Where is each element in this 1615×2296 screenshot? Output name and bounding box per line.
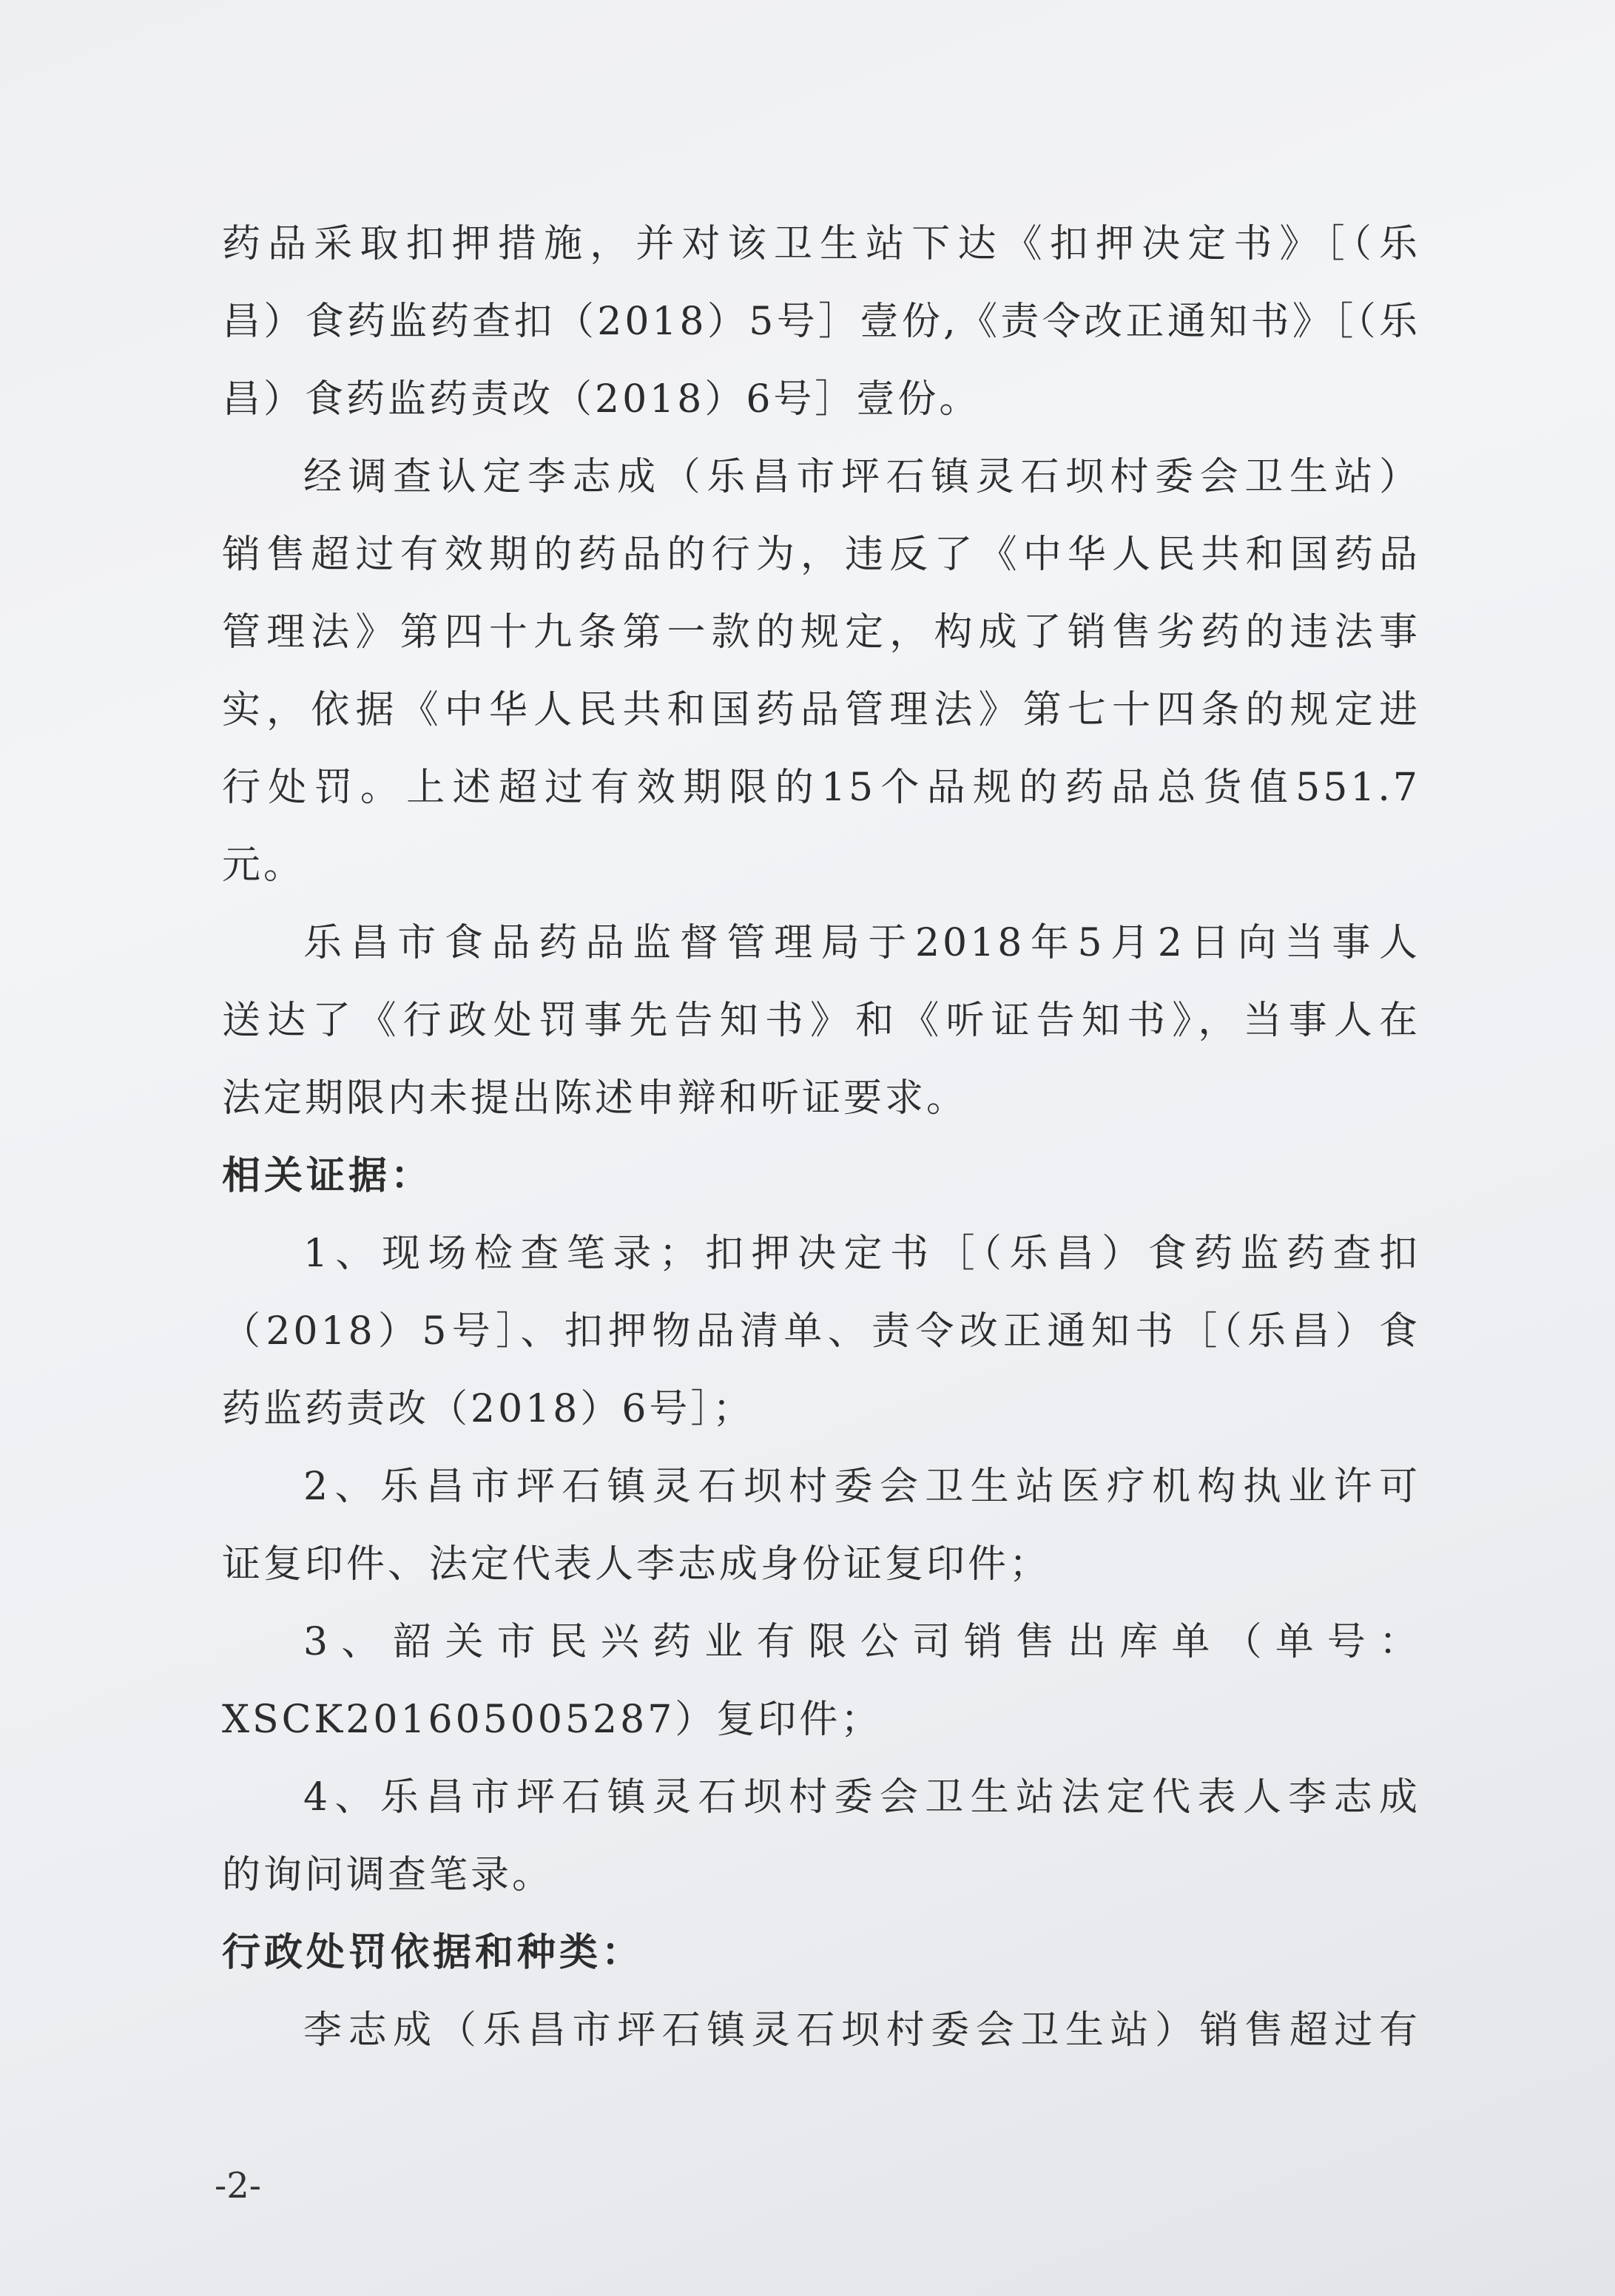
- section-heading-penalty-basis: 行政处罚依据和种类：: [222, 1931, 644, 1975]
- body-line: 证复印件、法定代表人李志成身份证复印件；: [222, 1542, 1051, 1587]
- body-line: 行处罚。上述超过有效期限的15个品规的药品总货值551.7: [222, 766, 1420, 810]
- evidence-item-2: 2、乐昌市坪石镇灵石坝村委会卫生站医疗机构执业许可: [303, 1465, 1420, 1509]
- body-line: 昌）食药监药查扣（2018）5号］壹份,《责令改正通知书》［（乐: [222, 300, 1420, 344]
- paragraph-start-line: 李志成（乐昌市坪石镇灵石坝村委会卫生站）销售超过有: [303, 2008, 1420, 2053]
- evidence-item-1: 1、现场检查笔录；扣押决定书［（乐昌）食药监药查扣: [303, 1232, 1420, 1276]
- paragraph-start-line: 乐昌市食品药品监督管理局于2018年5月2日向当事人: [303, 921, 1420, 965]
- body-line: 药品采取扣押措施，并对该卫生站下达《扣押决定书》［（乐: [222, 222, 1420, 266]
- body-line: 法定期限内未提出陈述申辩和听证要求。: [222, 1076, 968, 1121]
- section-heading-evidence: 相关证据：: [222, 1154, 434, 1198]
- body-line: （2018）5号］、扣押物品清单、责令改正通知书［（乐昌）食: [222, 1309, 1420, 1354]
- body-line: 昌）食药监药责改（2018）6号］壹份。: [222, 377, 981, 422]
- body-line: 的询问调查笔录。: [222, 1853, 554, 1897]
- body-line: 送达了《行政处罚事先告知书》和《听证告知书》，当事人在: [222, 999, 1420, 1043]
- evidence-item-3: 3、韶关市民兴药业有限公司销售出库单（单号：: [303, 1620, 1420, 1664]
- body-line: 实，依据《中华人民共和国药品管理法》第七十四条的规定进: [222, 688, 1420, 732]
- body-line: 元。: [222, 843, 306, 888]
- body-line: 药监药责改（2018）6号］；: [222, 1387, 755, 1431]
- body-line: XSCK201605005287）复印件；: [222, 1698, 883, 1742]
- body-line: 销售超过有效期的药品的行为，违反了《中华人民共和国药品: [222, 533, 1420, 577]
- body-line: 管理法》第四十九条第一款的规定，构成了销售劣药的违法事: [222, 610, 1420, 655]
- page-number: -2-: [215, 2165, 261, 2206]
- paragraph-start-line: 经调查认定李志成（乐昌市坪石镇灵石坝村委会卫生站）: [303, 455, 1420, 499]
- evidence-item-4: 4、乐昌市坪石镇灵石坝村委会卫生站法定代表人李志成: [303, 1775, 1420, 1820]
